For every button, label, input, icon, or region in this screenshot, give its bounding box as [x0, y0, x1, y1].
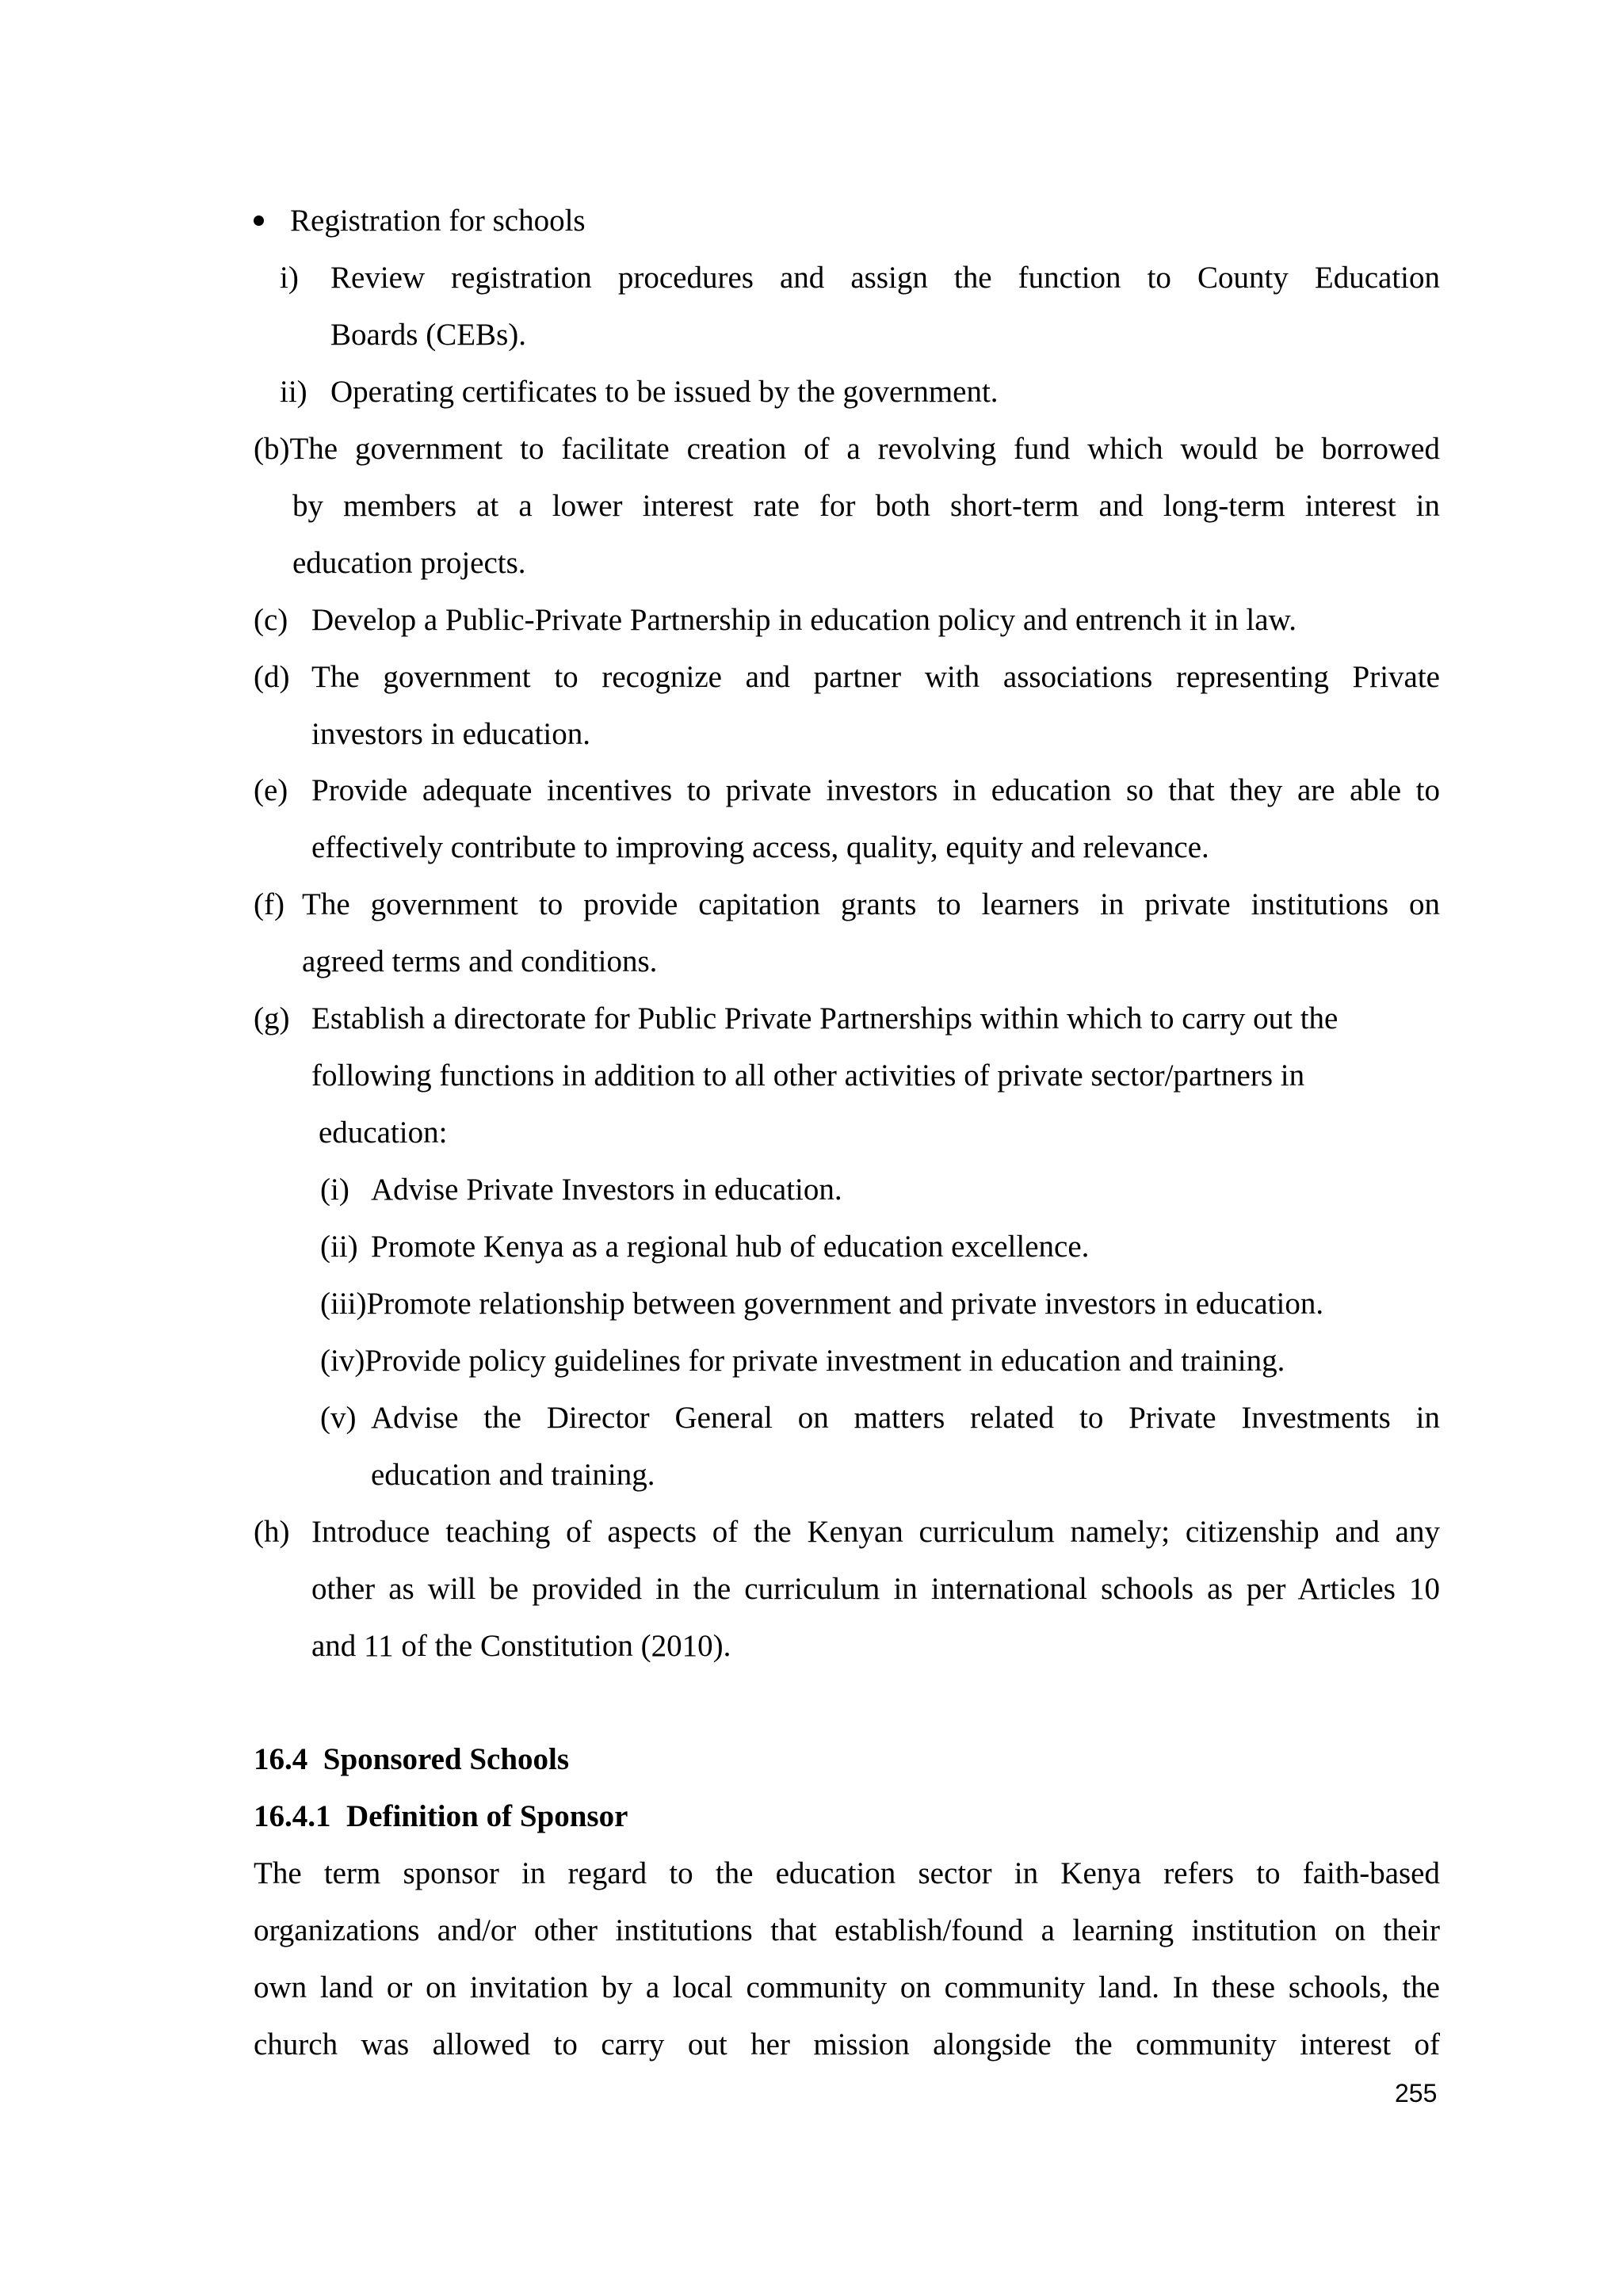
list-item-text: Provide adequate incentives to private investors in education so that they are able to	[311, 773, 1440, 807]
list-item-text: Promote Kenya as a regional hub of education excellence.	[371, 1230, 1090, 1264]
list-marker: (i)	[320, 1173, 349, 1207]
list-item-text: Advise Private Investors in education.	[371, 1173, 842, 1207]
list-marker: (h)	[254, 1515, 290, 1549]
list-item-text: (iv)Provide policy guidelines for private investment in education and training.	[320, 1344, 1285, 1378]
list-item-text: Review registration procedures and assign the function to County Education	[330, 261, 1440, 295]
bullet-item-text: Registration for schools	[290, 204, 586, 238]
list-item-text: Boards (CEBs).	[330, 318, 526, 352]
list-item-text: Introduce teaching of aspects of the Kenyan curriculum namely; citizenship and any	[311, 1515, 1440, 1549]
page-number: 255	[1395, 2079, 1438, 2107]
list-item-text: The government to recognize and partner with associations representing Private	[311, 660, 1440, 694]
section-heading: 16.4 Sponsored Schools	[254, 1742, 570, 1776]
list-item-text: education projects.	[292, 546, 526, 580]
list-item-text: by members at a lower interest rate for both short-term and long-term interest in	[292, 489, 1440, 523]
list-marker: (v)	[320, 1401, 357, 1435]
list-item-text: The government to provide capitation grants to learners in private institutions on	[302, 887, 1440, 921]
list-marker: (e)	[254, 773, 288, 807]
list-item-text: investors in education.	[311, 717, 591, 751]
list-item-text: education:	[319, 1116, 448, 1150]
list-marker: (ii)	[320, 1230, 358, 1264]
list-item-text: (b)The government to facilitate creation of a revolving fund which would be borrowed	[254, 432, 1440, 466]
paragraph-line: organizations and/or other institutions that establish/found a learning institution on their	[254, 1913, 1440, 1947]
list-marker: ii)	[280, 375, 307, 409]
list-item-text: following functions in addition to all other activities of private sector/partners in	[311, 1058, 1305, 1093]
paragraph-line: own land or on invitation by a local community on community land. In these schools, the	[254, 1970, 1440, 2004]
list-item-text: other as will be provided in the curriculum in international schools as per Articles 10	[311, 1572, 1440, 1606]
list-item-text: effectively contribute to improving access, quality, equity and relevance.	[311, 830, 1209, 864]
list-marker: i)	[280, 261, 299, 295]
list-item-text: Establish a directorate for Public Private Partnerships within which to carry out the	[311, 1001, 1338, 1035]
list-item-text: and 11 of the Constitution (2010).	[311, 1629, 731, 1663]
subsection-heading: 16.4.1 Definition of Sponsor	[254, 1799, 628, 1833]
list-marker: (d)	[254, 660, 290, 694]
list-marker: (c)	[254, 603, 288, 637]
list-item-text: education and training.	[371, 1458, 655, 1492]
list-item-text: Develop a Public-Private Partnership in education policy and entrench it in law.	[311, 603, 1296, 637]
paragraph-line: church was allowed to carry out her mission alongside the community interest of	[254, 2027, 1440, 2061]
bullet-icon	[254, 215, 264, 226]
list-item-text: (iii)Promote relationship between government and private investors in education.	[320, 1287, 1324, 1321]
list-item-text: Advise the Director General on matters related to Private Investments in	[371, 1401, 1440, 1435]
list-marker: (f)	[254, 887, 285, 921]
list-item-text: Operating certificates to be issued by the government.	[330, 375, 999, 409]
list-item-text: agreed terms and conditions.	[302, 944, 658, 978]
paragraph-line: The term sponsor in regard to the education sector in Kenya refers to faith-based	[254, 1856, 1440, 1890]
list-marker: (g)	[254, 1001, 290, 1035]
